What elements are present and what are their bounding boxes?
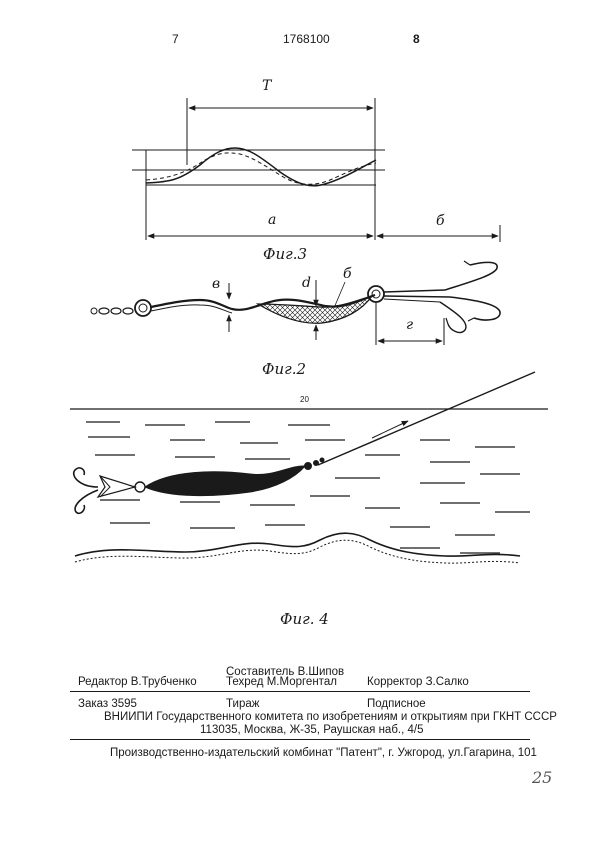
colophon-divider-bottom xyxy=(70,739,530,740)
publisher-line: Производственно-издательский комбинат "Патент", г. Ужгород, ул.Гагарина, 101 xyxy=(110,747,537,759)
subscription-line: Подписное xyxy=(367,698,426,710)
dimension-label-b-fig3: б xyxy=(436,213,445,229)
techred-line: Техред М.Моргентал xyxy=(226,676,337,688)
dimension-label-v: в xyxy=(212,276,221,292)
editor-line: Редактор В.Трубченко xyxy=(78,676,197,688)
corrector-line: Корректор З.Салко xyxy=(367,676,469,688)
dimension-label-g: г xyxy=(406,317,414,333)
figure-3-caption: Фиг.3 xyxy=(263,245,308,263)
circulation-line: Тираж xyxy=(226,698,260,710)
dimension-label-a: a xyxy=(268,212,277,228)
page-number-right: 8 xyxy=(413,32,420,46)
handwritten-mark: 25 xyxy=(532,768,553,787)
dimension-label-t: T xyxy=(262,78,272,94)
figure-2-caption: Фиг.2 xyxy=(262,360,307,378)
compiler-line: Составитель В.Шипов xyxy=(226,666,345,678)
stray-mark: 20 xyxy=(300,395,309,404)
patent-number: 1768100 xyxy=(283,32,330,46)
dimension-label-b-fig2: б xyxy=(343,266,352,282)
figure-4-drawing xyxy=(70,372,548,563)
dimension-label-d: d xyxy=(302,275,311,291)
colophon-divider-top xyxy=(70,691,530,692)
figure-4-caption: Фиг. 4 xyxy=(280,610,329,628)
order-line: Заказ 3595 xyxy=(78,698,137,710)
page-number-left: 7 xyxy=(172,32,179,46)
figure-2-drawing xyxy=(91,261,500,345)
address-line: 113035, Москва, Ж-35, Раушская наб., 4/5 xyxy=(200,724,424,736)
vniipi-line: ВНИИПИ Государственного комитета по изобретениям и открытиям при ГКНТ СССР xyxy=(104,711,557,723)
